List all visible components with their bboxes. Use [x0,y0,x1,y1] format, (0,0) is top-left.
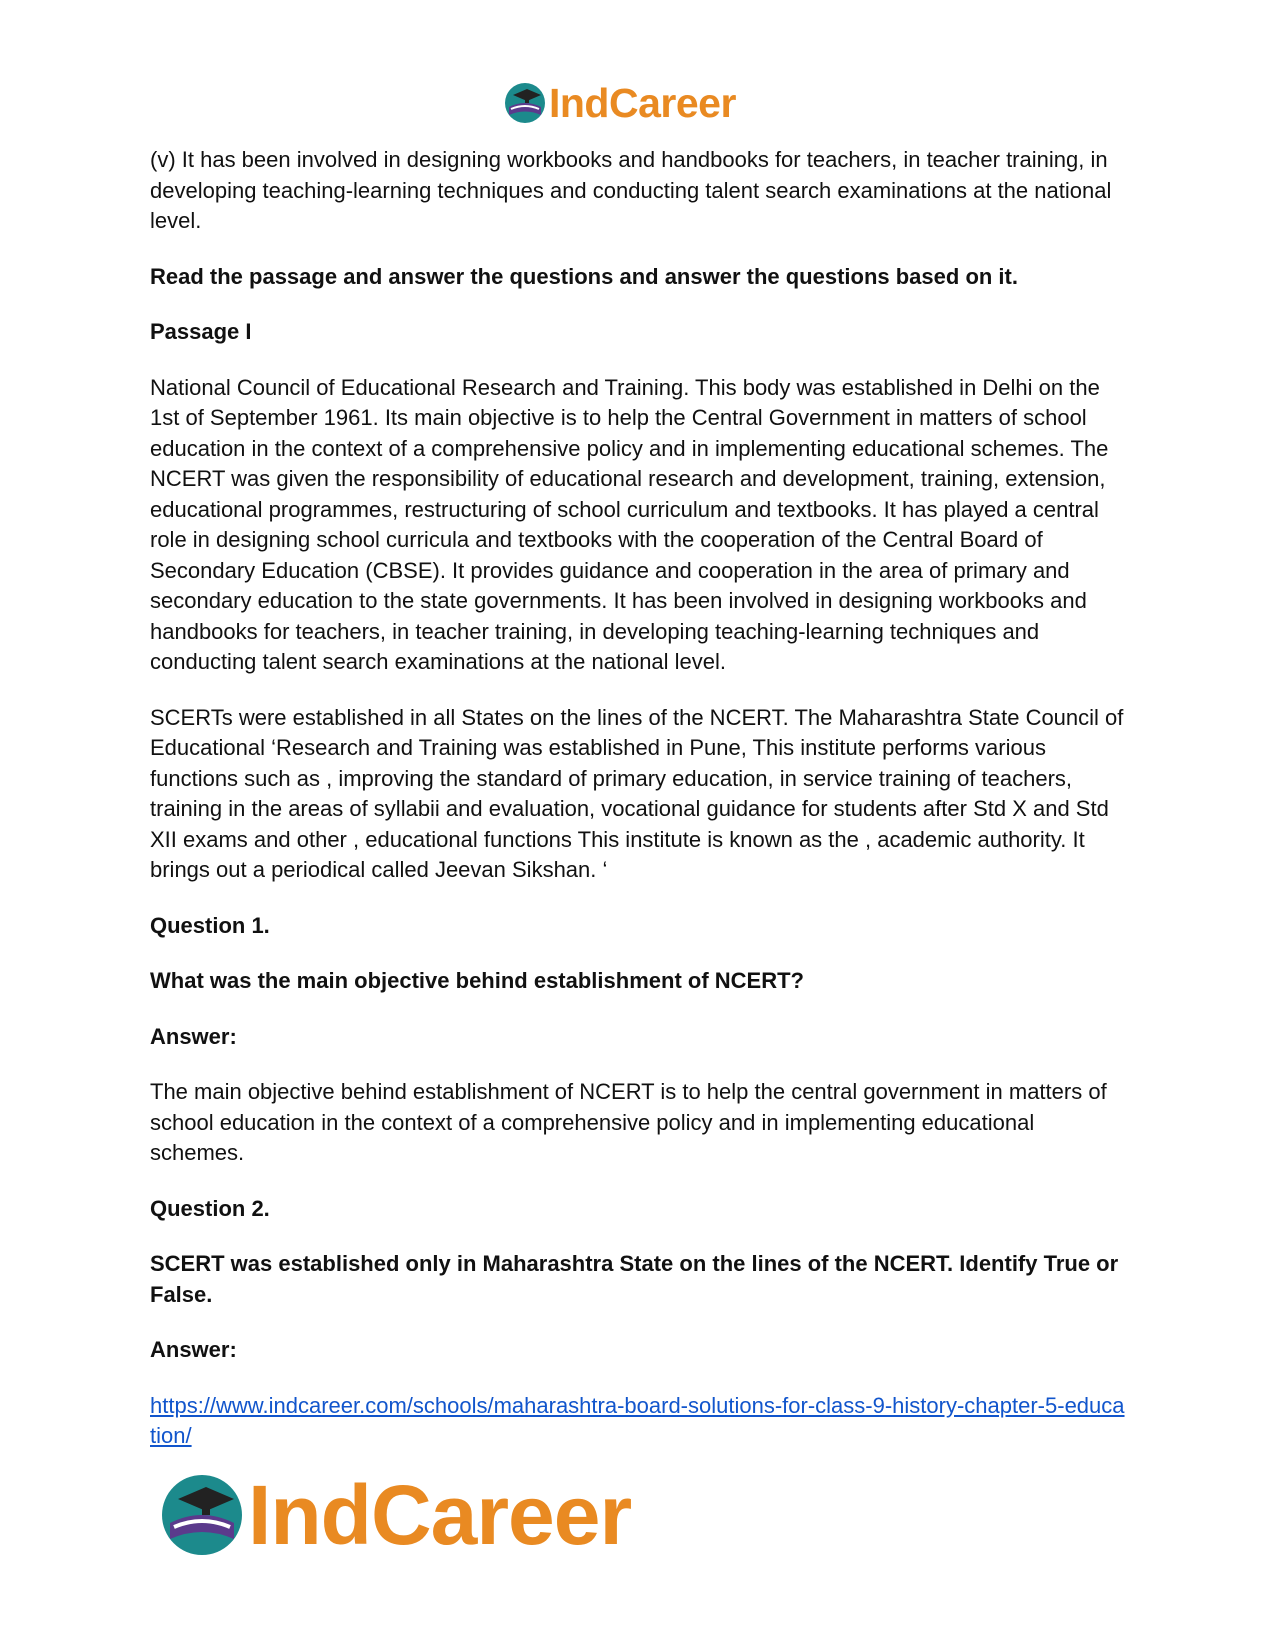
paragraph: SCERTs were established in all States on the lines of the NCERT. The Maharashtra State Council of Educational ‘Research and Training was established in Pune, This institute performs various functions such as , improving the standard of primary education, in service training of teachers, training in the areas of syllabii and evaluation, vocational guidance for students after Std X and Std XII exams and other , educational functions This institute is known as the , academic authority. It brings out a periodical called Jeevan Sikshan. ‘ [150,704,1124,882]
bold-heading: SCERT was established only in Maharashtra State on the lines of the NCERT. Identify True or False. [150,1251,1119,1307]
source-link-paragraph [150,1391,1130,1452]
header-logo [503,80,736,126]
paragraph: National Council of Educational Research and Training. This body was established in Delhi on the 1st of September 1961. Its main objective is to help the Central Government in matters of school education in the context of a comprehensive policy and in implementing educational schemes. The NCERT was given the responsibility of educational research and development, training, extension, educational programmes, restructuring of school curriculum and textbooks. It has played a central role in designing school curricula and textbooks with the cooperation of the Central Board of Secondary Education (CBSE). It provides guidance and cooperation in the area of primary and secondary education to the state governments. It has been involved in designing workbooks and handbooks for teachers, in teacher training, in developing teaching-learning techniques and conducting talent search examinations at the national level. [150,374,1109,674]
graduation-book-icon [503,81,547,125]
paragraph: The main objective behind establishment of NCERT is to help the central government in matters of school education in the context of a comprehensive policy and in implementing educational schemes. [150,1079,1107,1165]
bold-heading: What was the main objective behind establishment of NCERT? [150,968,804,993]
logo-wordmark: IndCareer [549,80,736,126]
bold-heading: Question 1. [150,912,270,938]
bold-heading: Answer: [150,1023,237,1049]
bold-heading: Read the passage and answer the questions and answer the questions based on it. [150,263,1018,289]
graduation-book-icon [158,1471,246,1559]
logo-wordmark: IndCareer [248,1468,632,1562]
document-body [150,145,1130,1477]
footer-logo [158,1470,631,1560]
paragraph: (v) It has been involved in designing workbooks and handbooks for teachers, in teacher training, in developing teaching-learning techniques and conducting talent search examinations at the national level. [150,147,1112,233]
source-link[interactable]: https://www.indcareer.com/schools/maharashtra-board-solutions-for-class-9-history-chapter-5-education/ [150,1392,1125,1448]
bold-heading: Question 2. [150,1195,270,1221]
bold-heading: Passage I [150,319,252,344]
bold-heading: Answer: [150,1337,237,1362]
